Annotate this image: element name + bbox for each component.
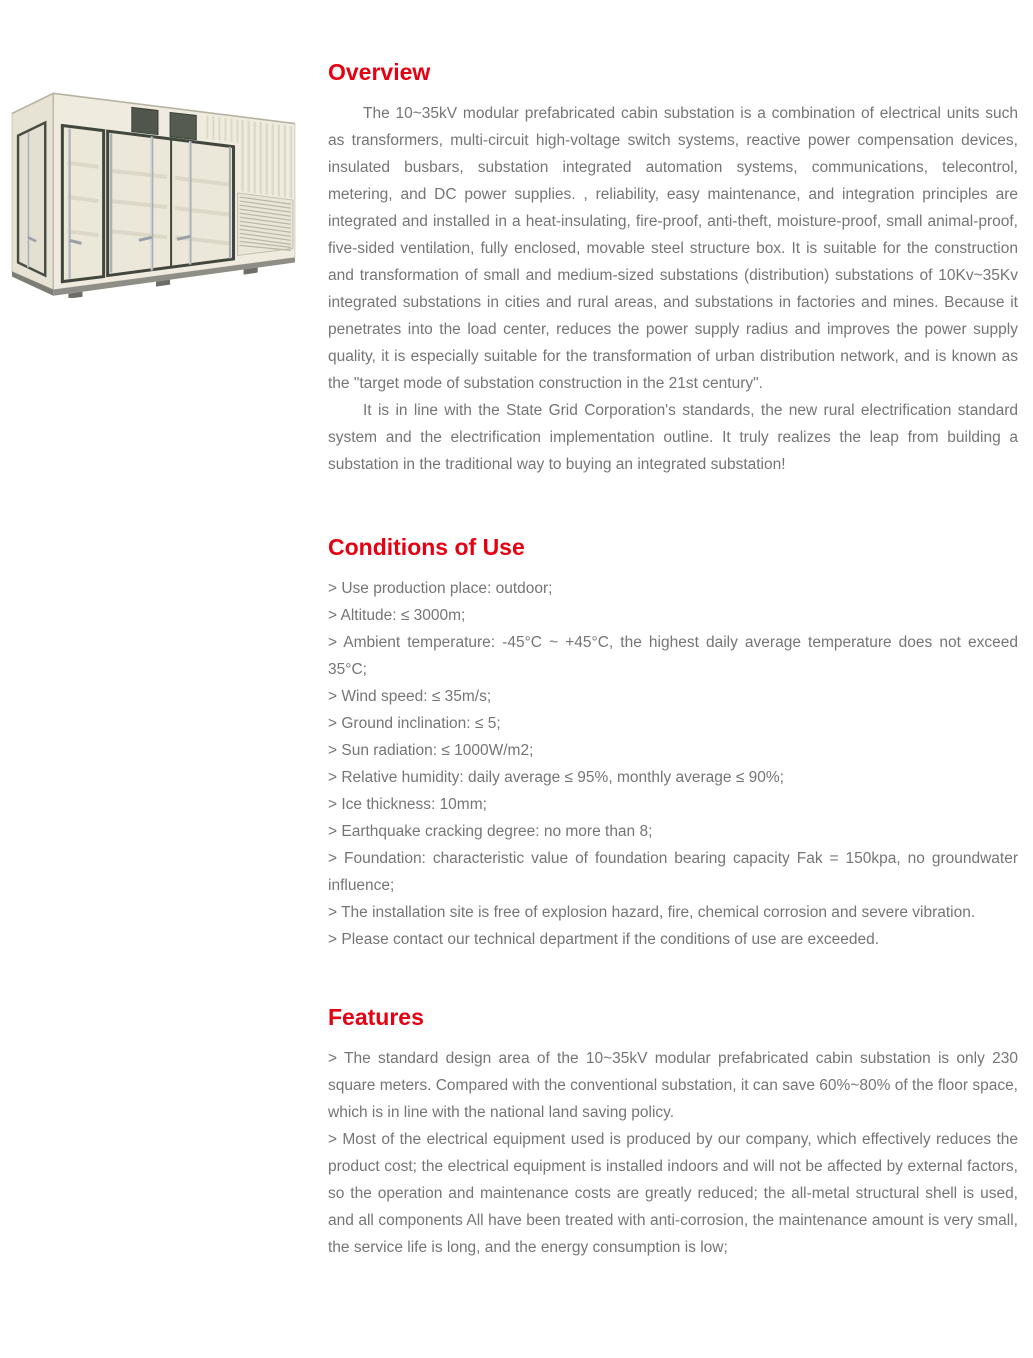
features-list: [328, 1045, 1018, 1261]
condition-item: > Ice thickness: 10mm;: [328, 796, 487, 813]
overview-heading: Overview: [328, 59, 431, 85]
overview-paragraph-1: The 10~35kV modular prefabricated cabin substation is a combination of electrical units such as transformers, multi-circuit high-voltage switch systems, reactive power compensation devices, insulated busbars, substation integrated automation systems, communications, telecontrol, metering, and DC power supplies. , reliability, easy maintenance, and integration principles are integrated and installed in a heat-insulating, fire-proof, anti-theft, moisture-proof, small animal-proof, five-sided ventilation, fully enclosed, movable steel structure box. It is suitable for the construction and transformation of small and medium-sized substations (distribution) substations of 10Kv~35Kv integrated substations in cities and rural areas, and substations in factories and mines. Because it penetrates into the load center, reduces the power supply radius and improves the power supply quality, it is especially suitable for the transformation of urban distribution network, and is known as the "target mode of substation construction in the 21st century".: [328, 105, 1018, 392]
overview-paragraph-2: It is in line with the State Grid Corporation's standards, the new rural electrification standard system and the electrification implementation outline. It truly realizes the leap from building a substation in the traditional way to buying an integrated substation!: [328, 402, 1018, 473]
condition-item: > The installation site is free of explosion hazard, fire, chemical corrosion and severe vibration.: [328, 904, 976, 921]
features-heading: Features: [328, 1004, 424, 1030]
condition-item: > Foundation: characteristic value of foundation bearing capacity Fak = 150kpa, no groundwater influence;: [328, 850, 1018, 894]
feature-item: > Most of the electrical equipment used is produced by our company, which effectively reduces the product cost; the electrical equipment is installed indoors and will not be affected by external factors, so the operation and maintenance costs are greatly reduced; the all-metal structural shell is used, and all components All have been treated with anti-corrosion, the maintenance amount is very small, the service life is long, and the energy consumption is low;: [328, 1131, 1018, 1256]
condition-item: > Wind speed: ≤ 35m/s;: [328, 688, 492, 705]
condition-item: > Sun radiation: ≤ 1000W/m2;: [328, 742, 534, 759]
condition-item: > Altitude: ≤ 3000m;: [328, 607, 466, 624]
conditions-list: [328, 575, 1018, 953]
cabin-double-door: [108, 131, 234, 275]
cabin-louver-vent: [238, 193, 293, 255]
article-content: [328, 58, 1018, 1261]
condition-item: > Use production place: outdoor;: [328, 580, 553, 597]
condition-item: > Earthquake cracking degree: no more than 8;: [328, 823, 653, 840]
condition-item: > Ground inclination: ≤ 5;: [328, 715, 501, 732]
cabin-side-door: [18, 123, 45, 276]
cabin-substation-illustration: [10, 84, 304, 298]
condition-item: > Relative humidity: daily average ≤ 95%, monthly average ≤ 90%;: [328, 769, 784, 786]
condition-item: > Please contact our technical department if the conditions of use are exceeded.: [328, 931, 880, 948]
product-photo: [10, 84, 304, 298]
cabin-door-a: [62, 126, 103, 282]
condition-item: > Ambient temperature: -45°C ~ +45°C, the highest daily average temperature does not exceed 35°C;: [328, 634, 1018, 678]
conditions-heading: Conditions of Use: [328, 534, 525, 560]
feature-item: > The standard design area of the 10~35kV modular prefabricated cabin substation is only 230 square meters. Compared with the conventional substation, it can save 60%~80% of the floor space, which is in line with the national land saving policy.: [328, 1050, 1018, 1121]
